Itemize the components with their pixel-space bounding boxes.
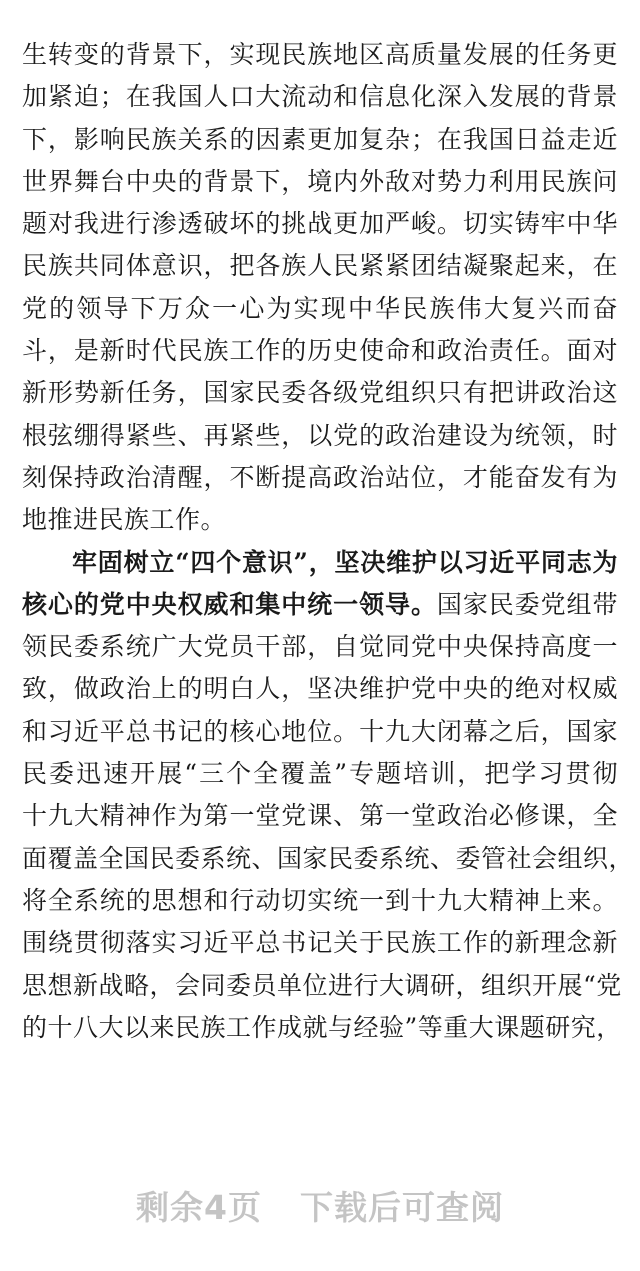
document-page [22, 34, 635, 1049]
text-line: 加紧迫；在我国人口大流动和信息化深入发展的背景 [22, 82, 618, 112]
text-line: 题对我进行渗透破坏的挑战更加严峻。切实铸牢中华 [22, 209, 618, 239]
download-prompt[interactable] [0, 1183, 640, 1233]
paragraph-start: 国家民委党组带 [436, 589, 618, 619]
text-line: 党的领导下万众一心为实现中华民族伟大复兴而奋 [22, 293, 618, 323]
text-line: 地推进民族工作。 [22, 505, 227, 535]
text-line: 将全系统的思想和行动切实统一到十九大精神上来。 [22, 885, 618, 915]
remaining-pages-label: 剩余4页 [136, 1188, 262, 1227]
text-line: 的十八大以来民族工作成就与经验”等重大课题研究， [22, 1012, 622, 1042]
text-line: 致，做政治上的明白人，坚决维护党中央的绝对权威 [22, 674, 618, 704]
text-line: 下，影响民族关系的因素更加复杂；在我国日益走近 [22, 124, 618, 154]
text-line: 民族共同体意识，把各族人民紧紧团结凝聚起来，在 [22, 251, 618, 281]
text-line: 领民委系统广大党员干部，自觉同党中央保持高度一 [22, 632, 618, 662]
text-line: 根弦绷得紧些、再紧些，以党的政治建设为统领，时 [22, 420, 618, 450]
download-to-view-label: 下载后可查阅 [299, 1188, 504, 1227]
text-line: 围绕贯彻落实习近平总书记关于民族工作的新理念新 [22, 928, 618, 958]
text-line: 新形势新任务，国家民委各级党组织只有把讲政治这 [22, 378, 618, 408]
section-heading-line-mixed [22, 584, 618, 626]
section-heading-line: 牢固树立“四个意识”，坚决维护以习近平同志为 [72, 547, 618, 577]
text-line: 生转变的背景下，实现民族地区高质量发展的任务更 [22, 40, 618, 69]
text-line: 十九大精神作为第一堂党课、第一堂政治必修课，全 [22, 801, 618, 831]
text-line: 思想新战略，会同委员单位进行大调研，组织开展“党 [22, 970, 622, 1000]
section-heading-end: 核心的党中央权威和集中统一领导。 [22, 589, 437, 619]
text-line: 面覆盖全国民委系统、国家民委系统、委管社会组织， [22, 843, 635, 873]
text-line: 和习近平总书记的核心地位。十九大闭幕之后，国家 [22, 716, 618, 746]
text-line: 刻保持政治清醒，不断提高政治站位，才能奋发有为 [22, 462, 618, 492]
text-line: 斗，是新时代民族工作的历史使命和政治责任。面对 [22, 336, 618, 366]
text-line: 世界舞台中央的背景下，境内外敌对势力利用民族问 [22, 166, 618, 196]
text-line: 民委迅速开展“三个全覆盖”专题培训，把学习贯彻 [22, 759, 618, 789]
